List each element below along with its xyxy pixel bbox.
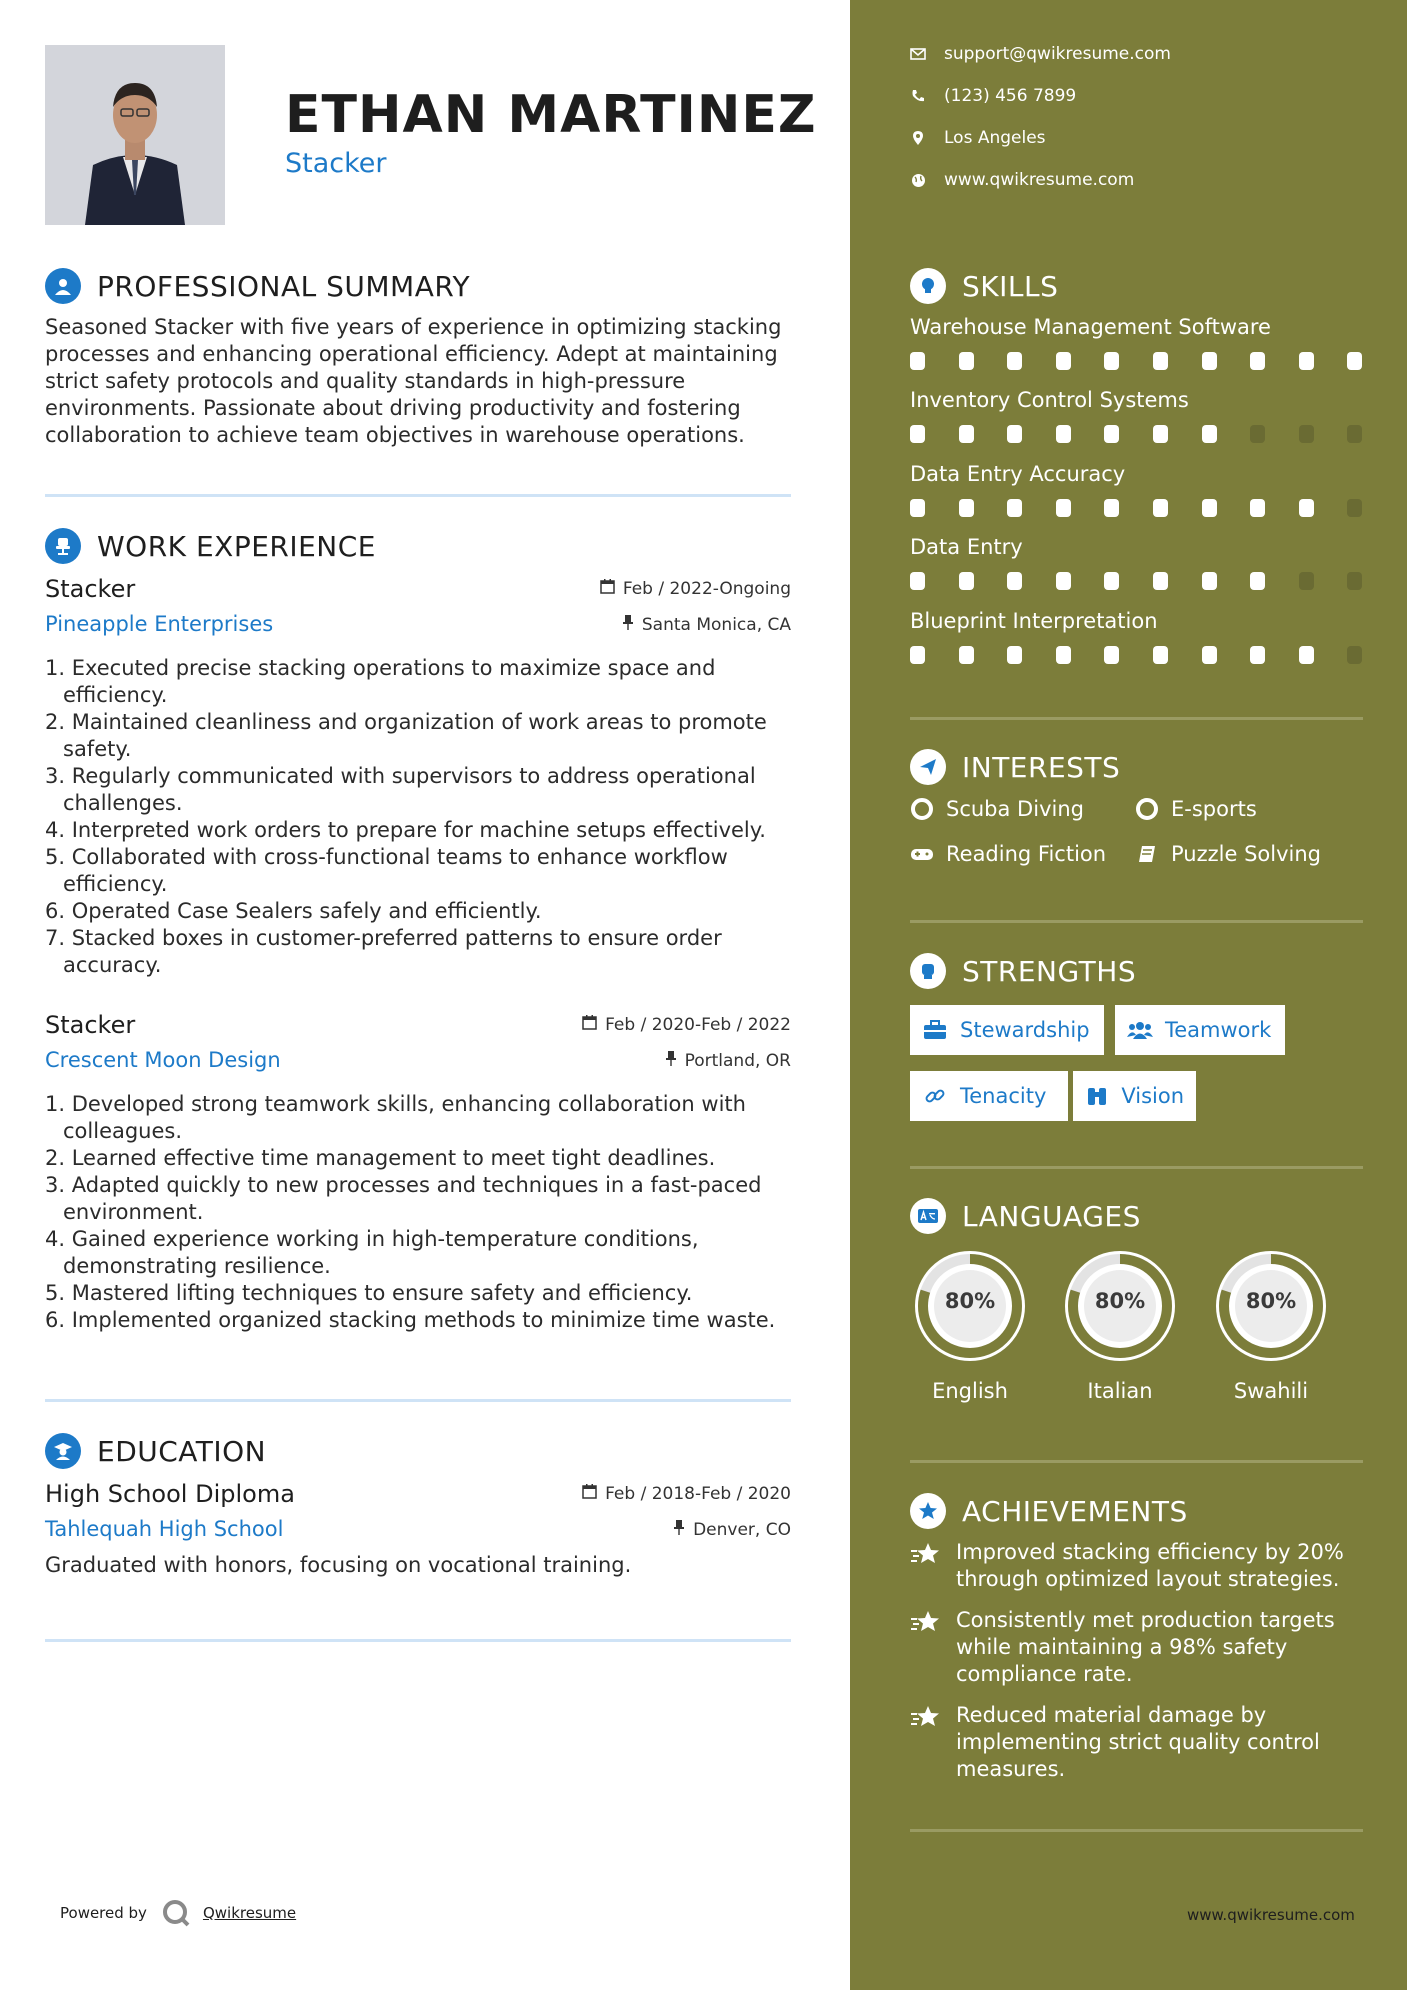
summary-header bbox=[45, 268, 470, 304]
achievements-heading: ACHIEVEMENTS bbox=[962, 1494, 1188, 1528]
skill-item bbox=[910, 315, 1363, 339]
job-company: Pineapple Enterprises bbox=[45, 612, 274, 636]
job-entry bbox=[45, 1011, 791, 1351]
job-duties bbox=[45, 655, 785, 979]
calendar-icon bbox=[600, 579, 615, 599]
job-date bbox=[600, 579, 791, 599]
education-description: Graduated with honors, focusing on vocational training. bbox=[45, 1553, 632, 1577]
list-item: 1. Developed strong teamwork skills, enhancing collaboration with colleagues. bbox=[45, 1092, 746, 1143]
skill-dot-filled bbox=[959, 499, 974, 517]
strength-badge bbox=[1073, 1071, 1196, 1121]
contact-website bbox=[910, 170, 1134, 190]
link-icon bbox=[922, 1084, 948, 1108]
job-company: Crescent Moon Design bbox=[45, 1048, 281, 1072]
envelope-icon bbox=[910, 46, 926, 62]
lifebuoy-icon bbox=[1135, 797, 1159, 821]
achievement-text: Consistently met production targets while maintaining a 98% safety compliance rate. bbox=[956, 1608, 1335, 1686]
skill-name: Warehouse Management Software bbox=[910, 315, 1271, 339]
user-icon bbox=[45, 268, 81, 304]
skills-heading: SKILLS bbox=[962, 269, 1059, 303]
achievements-header bbox=[910, 1493, 1188, 1529]
list-item: 4. Gained experience working in high-temperature conditions, demonstrating resilience. bbox=[45, 1227, 699, 1278]
achievement-item bbox=[910, 1702, 1363, 1783]
job-role: Stacker bbox=[45, 575, 136, 603]
qwikresume-logo-icon bbox=[161, 1898, 191, 1928]
skill-dot-filled bbox=[1153, 646, 1168, 664]
skill-dot-empty bbox=[1347, 572, 1362, 590]
skill-dot-filled bbox=[910, 572, 925, 590]
education-heading: EDUCATION bbox=[97, 1434, 267, 1468]
list-item: 2. Learned effective time management to meet tight deadlines. bbox=[45, 1146, 716, 1170]
achievement-item bbox=[910, 1539, 1363, 1593]
skill-dot-filled bbox=[1250, 499, 1265, 517]
language-item bbox=[908, 1244, 1032, 1403]
achievement-item bbox=[910, 1607, 1363, 1688]
skill-rating bbox=[910, 352, 1363, 370]
contact-email-text[interactable]: support@qwikresume.com bbox=[944, 44, 1171, 64]
divider bbox=[45, 1399, 791, 1402]
skill-dot-filled bbox=[1007, 352, 1022, 370]
skill-dot-filled bbox=[1202, 352, 1217, 370]
job-date-text: Feb / 2022-Ongoing bbox=[622, 579, 791, 599]
interests-heading: INTERESTS bbox=[962, 750, 1121, 784]
skill-dot-filled bbox=[959, 646, 974, 664]
contact-location-text: Los Angeles bbox=[944, 128, 1046, 148]
fist-icon bbox=[910, 953, 946, 989]
strength-badge bbox=[910, 1071, 1068, 1121]
education-header bbox=[45, 1433, 266, 1469]
skill-rating bbox=[910, 499, 1363, 517]
office-chair-icon bbox=[45, 528, 81, 564]
lifebuoy-icon bbox=[910, 797, 934, 821]
powered-by bbox=[60, 1898, 296, 1928]
star-icon bbox=[910, 1541, 942, 1569]
candidate-title: Stacker bbox=[285, 148, 387, 179]
list-item: 6. Implemented organized stacking methods to minimize time waste. bbox=[45, 1308, 776, 1332]
paper-plane-icon bbox=[910, 749, 946, 785]
skill-dot-empty bbox=[1299, 425, 1314, 443]
contact-website-text[interactable]: www.qwikresume.com bbox=[944, 170, 1135, 190]
divider bbox=[45, 494, 791, 497]
language-name: Italian bbox=[1087, 1379, 1153, 1403]
skill-dot-filled bbox=[1153, 499, 1168, 517]
candidate-name: ETHAN MARTINEZ bbox=[285, 85, 817, 145]
strength-label: Teamwork bbox=[1165, 1018, 1272, 1042]
star-badge-icon bbox=[910, 1493, 946, 1529]
calendar-icon bbox=[582, 1484, 597, 1504]
skill-dot-filled bbox=[1056, 352, 1071, 370]
skill-dot-filled bbox=[1153, 425, 1168, 443]
skill-dot-filled bbox=[910, 499, 925, 517]
skill-dot-filled bbox=[910, 352, 925, 370]
divider bbox=[910, 920, 1363, 923]
job-location-text: Santa Monica, CA bbox=[641, 615, 791, 635]
translate-icon bbox=[910, 1198, 946, 1234]
skill-dot-filled bbox=[959, 425, 974, 443]
pin-icon bbox=[622, 615, 634, 635]
sidebar bbox=[850, 0, 1407, 1990]
education-date-text: Feb / 2018-Feb / 2020 bbox=[605, 1484, 791, 1504]
binoculars-icon bbox=[1085, 1084, 1109, 1108]
graduate-icon bbox=[45, 1433, 81, 1469]
skill-dot-filled bbox=[1007, 646, 1022, 664]
job-role: Stacker bbox=[45, 1011, 136, 1039]
achievement-text: Improved stacking efficiency by 20% through optimized layout strategies. bbox=[956, 1540, 1344, 1591]
strength-label: Vision bbox=[1121, 1084, 1184, 1108]
list-item: 4. Interpreted work orders to prepare for machine setups effectively. bbox=[45, 818, 766, 842]
interest-item bbox=[1135, 842, 1321, 866]
skill-rating bbox=[910, 425, 1363, 443]
footer-website[interactable]: www.qwikresume.com bbox=[1187, 1906, 1355, 1924]
skill-dot-filled bbox=[1104, 499, 1119, 517]
interest-item bbox=[910, 797, 1084, 821]
education-school: Tahlequah High School bbox=[45, 1517, 284, 1541]
gamepad-icon bbox=[910, 842, 934, 866]
skill-dot-filled bbox=[1104, 425, 1119, 443]
summary-text: Seasoned Stacker with five years of experience in optimizing stacking processes and enhancing operational efficiency. Adept at maintaining strict safety protocols and quality standards in high-pressure environments. Passionate about driving productivity and fostering collaboration to achieve team objectives in warehouse operations. bbox=[45, 315, 782, 447]
strength-label: Tenacity bbox=[960, 1084, 1047, 1108]
skill-dot-filled bbox=[1056, 425, 1071, 443]
skill-name: Blueprint Interpretation bbox=[910, 609, 1158, 633]
skill-dot-filled bbox=[1250, 646, 1265, 664]
skill-dot-filled bbox=[910, 425, 925, 443]
education-location-text: Denver, CO bbox=[693, 1520, 791, 1540]
list-item: 3. Regularly communicated with supervisors to address operational challenges. bbox=[45, 764, 756, 815]
divider bbox=[45, 1639, 791, 1642]
education-degree: High School Diploma bbox=[45, 1480, 295, 1508]
skill-name: Data Entry bbox=[910, 535, 1023, 559]
language-item bbox=[1209, 1244, 1333, 1403]
strengths-heading: STRENGTHS bbox=[962, 954, 1137, 988]
skill-dot-filled bbox=[1056, 499, 1071, 517]
language-percent: 80% bbox=[1094, 1289, 1146, 1313]
skill-dot-filled bbox=[1202, 572, 1217, 590]
skill-dot-filled bbox=[1250, 352, 1265, 370]
pin-icon bbox=[673, 1520, 685, 1540]
interests-header bbox=[910, 749, 1120, 785]
skill-dot-filled bbox=[1056, 646, 1071, 664]
skill-dot-filled bbox=[1347, 352, 1362, 370]
interest-label: E-sports bbox=[1171, 797, 1257, 821]
list-item: 5. Mastered lifting techniques to ensure safety and efficiency. bbox=[45, 1281, 693, 1305]
list-item: 2. Maintained cleanliness and organization of work areas to promote safety. bbox=[45, 710, 767, 761]
list-item: 6. Operated Case Sealers safely and efficiently. bbox=[45, 899, 542, 923]
skill-dot-filled bbox=[1104, 352, 1119, 370]
strengths-header bbox=[910, 953, 1136, 989]
interest-item bbox=[910, 842, 1106, 866]
skill-dot-empty bbox=[1250, 425, 1265, 443]
divider bbox=[910, 1460, 1363, 1463]
profile-photo bbox=[45, 45, 225, 225]
skill-dot-empty bbox=[1347, 499, 1362, 517]
interest-label: Puzzle Solving bbox=[1171, 842, 1321, 866]
skill-dot-empty bbox=[1347, 425, 1362, 443]
skill-item bbox=[910, 388, 1363, 412]
divider bbox=[910, 1166, 1363, 1169]
education-entry bbox=[45, 1480, 791, 1600]
interest-label: Scuba Diving bbox=[946, 797, 1084, 821]
contact-phone bbox=[910, 86, 1076, 106]
job-date bbox=[582, 1015, 791, 1035]
contact-phone-text: (123) 456 7899 bbox=[944, 86, 1077, 106]
list-item: 3. Adapted quickly to new processes and techniques in a fast-paced environment. bbox=[45, 1173, 762, 1224]
skill-dot-filled bbox=[959, 572, 974, 590]
interest-label: Reading Fiction bbox=[946, 842, 1107, 866]
job-location-text: Portland, OR bbox=[684, 1051, 791, 1071]
skill-dot-filled bbox=[1202, 425, 1217, 443]
skill-dot-filled bbox=[1299, 646, 1314, 664]
skill-dot-filled bbox=[1007, 499, 1022, 517]
skill-dot-empty bbox=[1347, 646, 1362, 664]
languages-header bbox=[910, 1198, 1141, 1234]
strength-badge bbox=[910, 1005, 1104, 1055]
strength-badge bbox=[1115, 1005, 1285, 1055]
skill-dot-filled bbox=[1250, 572, 1265, 590]
skill-dot-empty bbox=[1299, 572, 1314, 590]
contact-email bbox=[910, 44, 1171, 64]
lightbulb-icon bbox=[910, 268, 946, 304]
skill-dot-filled bbox=[910, 646, 925, 664]
skill-dot-filled bbox=[1007, 425, 1022, 443]
skill-dot-filled bbox=[1056, 572, 1071, 590]
summary-heading: PROFESSIONAL SUMMARY bbox=[97, 269, 471, 303]
skill-rating bbox=[910, 572, 1363, 590]
language-percent: 80% bbox=[944, 1289, 996, 1313]
phone-icon bbox=[910, 88, 926, 104]
job-entry bbox=[45, 575, 791, 975]
list-item: 1. Executed precise stacking operations to maximize space and efficiency. bbox=[45, 656, 716, 707]
job-date-text: Feb / 2020-Feb / 2022 bbox=[605, 1015, 791, 1035]
education-date bbox=[582, 1484, 791, 1504]
skill-dot-filled bbox=[1007, 572, 1022, 590]
skill-dot-filled bbox=[1104, 572, 1119, 590]
skill-name: Inventory Control Systems bbox=[910, 388, 1189, 412]
job-location bbox=[622, 615, 791, 635]
skill-dot-filled bbox=[1153, 572, 1168, 590]
skill-dot-filled bbox=[1299, 352, 1314, 370]
star-icon bbox=[910, 1704, 942, 1732]
skill-item bbox=[910, 462, 1363, 486]
skill-item bbox=[910, 609, 1363, 633]
language-item bbox=[1058, 1244, 1182, 1403]
map-marker-icon bbox=[910, 130, 926, 146]
book-icon bbox=[1135, 842, 1159, 866]
divider bbox=[910, 717, 1363, 720]
achievement-text: Reduced material damage by implementing strict quality control measures. bbox=[956, 1703, 1320, 1781]
divider bbox=[910, 1829, 1363, 1832]
skills-header bbox=[910, 268, 1058, 304]
briefcase-icon bbox=[922, 1018, 948, 1042]
users-icon bbox=[1127, 1018, 1153, 1042]
calendar-icon bbox=[582, 1015, 597, 1035]
language-percent: 80% bbox=[1245, 1289, 1297, 1313]
qwikresume-link[interactable]: Qwikresume bbox=[202, 1904, 297, 1922]
experience-heading: WORK EXPERIENCE bbox=[97, 529, 376, 563]
job-location bbox=[665, 1051, 791, 1071]
skill-item bbox=[910, 535, 1363, 559]
skill-dot-filled bbox=[959, 352, 974, 370]
skill-dot-filled bbox=[1202, 499, 1217, 517]
globe-icon bbox=[910, 172, 926, 188]
skill-dot-filled bbox=[1202, 646, 1217, 664]
education-location bbox=[673, 1520, 791, 1540]
skill-dot-filled bbox=[1153, 352, 1168, 370]
list-item: 7. Stacked boxes in customer-preferred patterns to ensure order accuracy. bbox=[45, 926, 722, 977]
contact-location bbox=[910, 128, 1046, 148]
skill-rating bbox=[910, 646, 1363, 664]
skill-name: Data Entry Accuracy bbox=[910, 462, 1126, 486]
skill-dot-filled bbox=[1104, 646, 1119, 664]
list-item: 5. Collaborated with cross-functional teams to enhance workflow efficiency. bbox=[45, 845, 728, 896]
languages-heading: LANGUAGES bbox=[962, 1199, 1141, 1233]
strength-label: Stewardship bbox=[960, 1018, 1090, 1042]
skill-dot-filled bbox=[1299, 499, 1314, 517]
job-duties bbox=[45, 1091, 785, 1334]
interest-item bbox=[1135, 797, 1257, 821]
language-name: Swahili bbox=[1233, 1379, 1309, 1403]
pin-icon bbox=[665, 1051, 677, 1071]
powered-by-label: Powered by bbox=[60, 1904, 147, 1922]
language-name: English bbox=[932, 1379, 1008, 1403]
experience-header bbox=[45, 528, 376, 564]
star-icon bbox=[910, 1609, 942, 1637]
